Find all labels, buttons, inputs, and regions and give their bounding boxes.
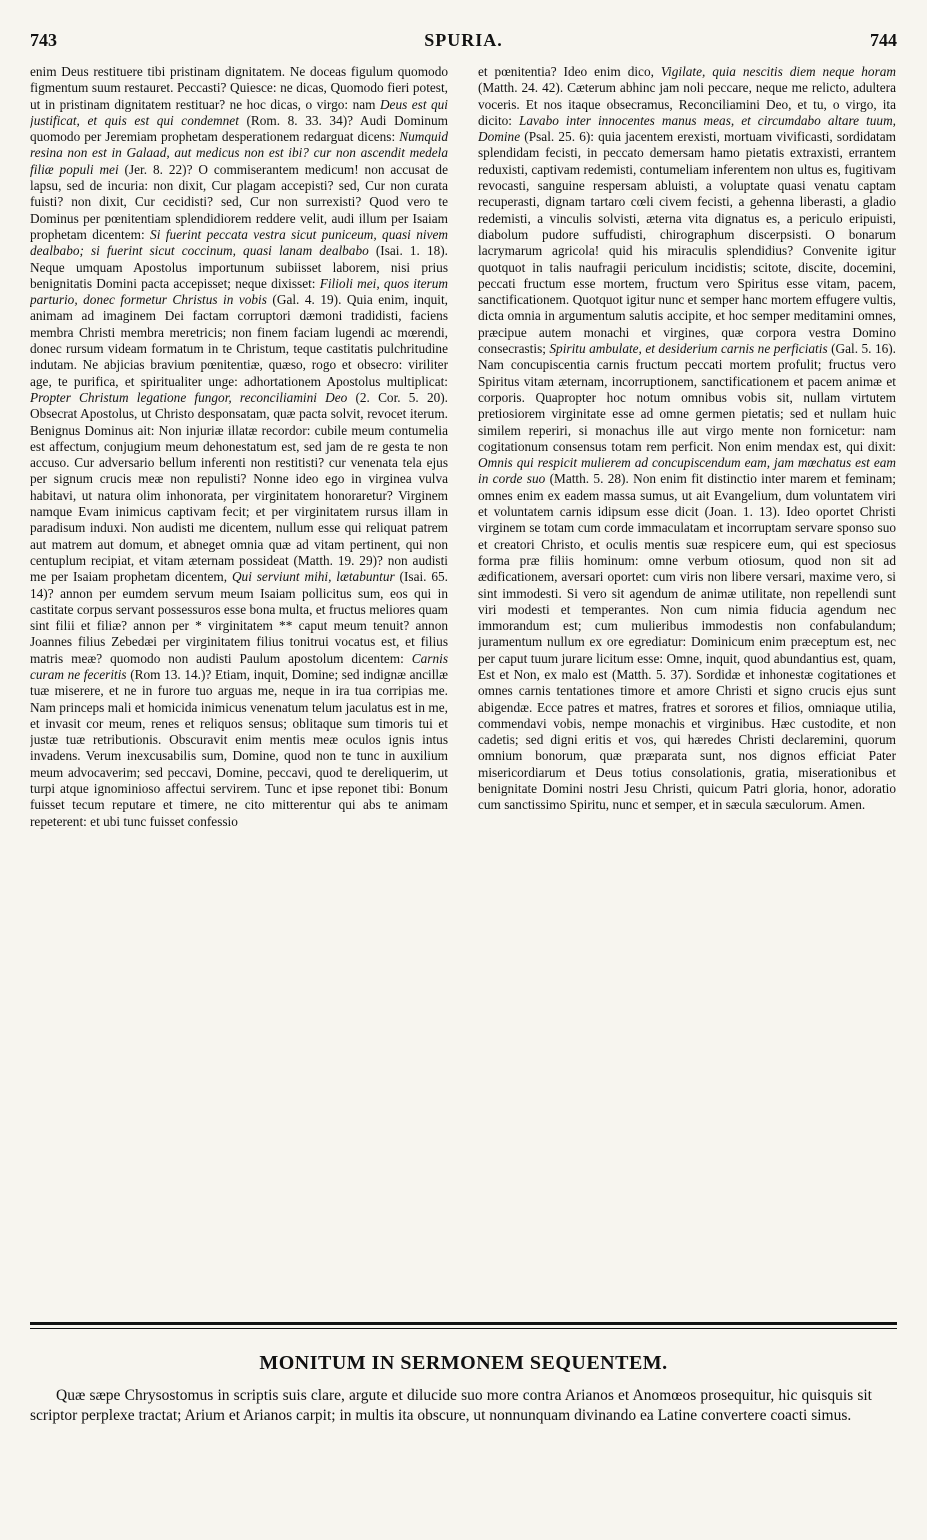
quotation-italic: Lavabo inter innocentes manus meas, et circumdabo altare tuum, Domine [478,112,896,145]
left-column-text [30,64,448,830]
text-run: (Matth. 24. 42). Cæterum abhinc jam noli peccare, neque me relicto, adultera voceris. Et nos itaque obsecramus, Reconciliamini Deo, et tu, o virgo, ita dicito: [478,80,896,128]
running-title: SPURIA. [424,30,503,50]
right-column [478,64,896,1314]
quotation-italic: Vigilate, quia nescitis diem neque horam [660,64,896,79]
quotation-italic: Numquid resina non est in Galaad, aut medicus non est ibi? cur non ascendit medela filiæ populi mei [30,129,448,177]
quotation-italic: Omnis qui respicit mulierem ad concupiscendum eam, jam mœchatus est eam in corde suo [478,455,896,487]
text-run: (Rom 13. 14.)? Etiam, inquit, Domine; sed indignæ ancillæ tuæ miserere, et ne in furore tuo arguas me, neque in ira tua corripias me. Nam princeps mali et homicida inimicus venenatum telum jaculatus est in me, et invasit cor meum, renes et reliquos sensus; oblitaque sum timoris tui et justæ tuæ retributionis. Obscuravit enim mentis meæ oculos ignis intus invadens. Verum inexcusabilis sum, Domine, quod non te tunc in auxilium meum advocaverim; sed peccavi, Domine, peccavi, quod te dereliquerim, ut turpi atque ignominioso affectui servirem. Tunc et ipse reponet tibi: Bonum fuisset tecum reputare et timere, ne cito mitterentur qui abs te animam repeterent: et ubi tunc fuisset confessio [30,666,448,829]
page-number-left: 743 [30,30,57,50]
monitum-body: Quæ sæpe Chrysostomus in scriptis suis clare, argute et dilucide suo more contra Arianos et Anomœos prosequitur, hic quisquis sit scriptor perplexe tractat; Arium et Arianos carpit; in multis ita obscure, ut nonnunquam divinando ea Latine convertere coacti simus. [30,1387,872,1424]
text-run: (Isai. 65. 14)? annon per eumdem servum meum Isaiam pollicitus sum, eos qui in castitate corpus servant possessuros esse bona multa, et fructus meliores quam sint filii et filiæ? annon per * virginitatem ** caput meum tenuit? annon Joannes filius Zebedæi per virginitatem filius tonitrui vocatus est, et filius matris meæ? quomodo non audisti Paulum apostolum dicentem: [30,569,448,666]
running-header [30,30,897,56]
quotation-italic: Deus est qui justificat, et quis est qui condemnet [30,96,448,128]
text-run: enim Deus restituere tibi pristinam dignitatem. Ne doceas figulum quomodo figmentum suum restauret. Peccasti? Quiesce: ne dicas, Quomodo fieri potest, ut in pristinam dignitatem restituar? ne hoc dicas, o virgo: nam [30,64,448,112]
text-run: (Matth. 5. 28). Non enim fit distinctio inter marem et feminam; omnes enim ex eadem massa sumus, ut ait Evangelium, dum voluntatem viri et voluntatem carnis idipsum esse dicit (Joan. 1. 13). Ideo oportet Christi virginem se totam cum corde immaculatam et incorruptam servare sponso suo et creatori Christo, et oculis mentis suæ respicere eum, qui est speciosus forma præ filiis hominum: omne verbum otiosum, quod non sit ad ædificationem, aversari oportet: cum viris non libere versari, maxime vero, si sint immodesti. Si vero sit agendum de animæ utilitate, non repellendi sunt viri modesti et temperantes. Non cum nimia fiducia agendum nec immorandum est; cum mulieribus immodestis non confabulandum; juramentum nullum ex ore egrediatur: Dominicum enim præceptum est, nec per caput tuum jurare licitum esse: Omne, inquit, quod abundantius est, quam, Est et Non, ex malo est (Matth. 5. 37). Sordidæ et inhonestæ cogitationes et omnes carnis tentationes timore et amore Christi et signo crucis ejus sunt abigendæ. Ecce patres et matres, fratres et sorores et filios, omniaque utilia, commendavi vobis, nempe monachis et virginibus. Hæc custodite, et non cadetis; sed digni eritis et vos, qui hæredes Christi declaremini, quorum omnium bonorum, quæ præparata sunt, nos dignos efficiat Pater misericordiarum et Deus totius consolationis, gratia, miserationibus et benignitate Domini nostri Jesu Christi, quicum Patri gloria, honor, adoratio cum sanctissimo Spiritu, nunc et semper, et in sæcula sæculorum. Amen. [478,471,896,813]
text-run: (Psal. 25. 6): quia jacentem erexisti, mortuam vivificasti, sordidatam splendidam fecisti, in peccato demersam hamo pietatis extraxisti, errantem reduxisti, captivam redemisti, contumeliam inferentem non ultus es, fugitivam revocasti, sanguine respersam abluisti, a voluptate quasi venatu captam recuperasti, dignam tartaro cœli civem fecisti, a gehenna liberasti, a gladio redemisti, a vinculis solvisti, æterna vita dignatus es, a periculo eripuisti, diabolum pudore suffudisti, chirographum discerpsisti. O bonarum lacrymarum agricola! quid his miraculis splendidius? Convenite igitur quotquot in talis naufragii periculum incidistis; scitote, discite, docemini, peccati fructum esse mortem, fructum vero Spiritus esse vitam, pacem, sanctificationem. Quotquot igitur nunc et semper hanc mortem effugere vultis, dicta omnia in argumentum salutis accipite, et hoc semper meditamini omnes, præcipue autem monachi et virgines, quæ corpora vestra Domino consecrastis; [478,129,896,357]
quotation-italic: Filioli mei, quos iterum parturio, donec formetur Christus in vobis [30,275,448,308]
page-number-right: 744 [870,30,897,50]
divider-thick [30,1322,897,1325]
text-run: et pœnitentia? Ideo enim dico, [478,64,661,79]
text-run: (Gal. 4. 19). Quia enim, inquit, animam ad imaginem Dei factam corruptori dæmoni tradidisti, faciens membra Christi membra meretricis; non finem faciam lugendi ac mœrendi, donec rursum videam formatum in te Christum, teque castitatis pulchritudine indutam. Ne abjicias bravium pœnitentiæ, quæso, rogo et obsecro: viriliter age, te purifica, et spiritualiter unge: adhortationem Apostolus multiplicat: [30,292,448,389]
quotation-italic: Carnis curam ne feceritis [30,650,448,682]
divider-thin [30,1328,897,1329]
text-run: (Gal. 5. 16). Nam concupiscentia carnis fructum peccati mortem profulit; fructus vero Spiritus vitam æternam, incorruptionem, sanctificationem et pacem animæ et corporis. Quapropter hoc notum omnibus vobis sit, nullam virtutem pretiosiorem virginitate esse ad omne germen pietatis; sed et nullam huic similem reperiri, si monachus ille aut virgo mente non fornicetur: nam cogitationum consensus totam rem perficit. Non enim mendax est, qui dixit: [478,341,896,454]
quotation-italic: Si fuerint peccata vestra sicut puniceum, quasi nivem dealbabo; si fuerint sicut coccinum, quasi lanam dealbabo [30,226,448,259]
quotation-italic: Propter Christum legatione fungor, reconciliamini Deo [30,389,348,405]
text-run: (Jer. 8. 22)? O commiserantem medicum! non accusat de lapsu, sed de incuria: non dixit, Cur plagam accepisti? sed, Cur non curata fuisti? non dixit, Cur cecidisti? sed, Cur non surrexisti? Quod vero te Dominus per pœnitentiam splendidiorem reddere velit, audi illum per Isaiam prophetam dicentem: [30,161,448,242]
text-run: (2. Cor. 5. 20). Obsecrat Apostolus, ut Christo desponsatam, quæ pacta solvit, revocet iterum. Benignus Dominus ait: Non injuriæ illatæ recordor: cubile meum contumelia est affectum, conjugium meum dehonestatum est, sed jam de re gesta te non accuso. Cur adversario bellum inferenti non restitisti? cur venenata tela ejus per signum crucis meæ non repulisti? Nonne ideo ego in virginea vulva habitavi, ut natura olim inhonorata, per virginitatem honoraretur? Virginem namque Evam inimicus captivam fecit; et per virginitatem rursus illam in paradisum induxi. Non audisti me dicentem, nullum esse qui reliquat patrem aut matrem aut domum, et abneget omnia quæ ad vitam pertinent, qui non centuplum recipiat, et vitam æternam possideat (Matth. 19. 29)? non audisti me per Isaiam prophetam dicentem, [30,389,448,585]
quotation-italic: Qui serviunt mihi, lætabuntur [231,569,395,585]
text-run: (Rom. 8. 33. 34)? Audi Dominum quomodo per Jeremiam prophetam desperationem redarguat dicens: [30,112,448,145]
right-column-text [478,64,896,814]
text-run: (Isai. 1. 18). Neque umquam Apostolus importunum subiisset laborem, nisi prius benignitatis Domini pacta accepisset; neque dixisset: [30,243,448,291]
left-column [30,64,448,1314]
monitum-title: MONITUM IN SERMONEM SEQUENTEM. [259,1352,668,1374]
quotation-italic: Spiritu ambulate, et desiderium carnis ne perficiatis [549,341,828,357]
